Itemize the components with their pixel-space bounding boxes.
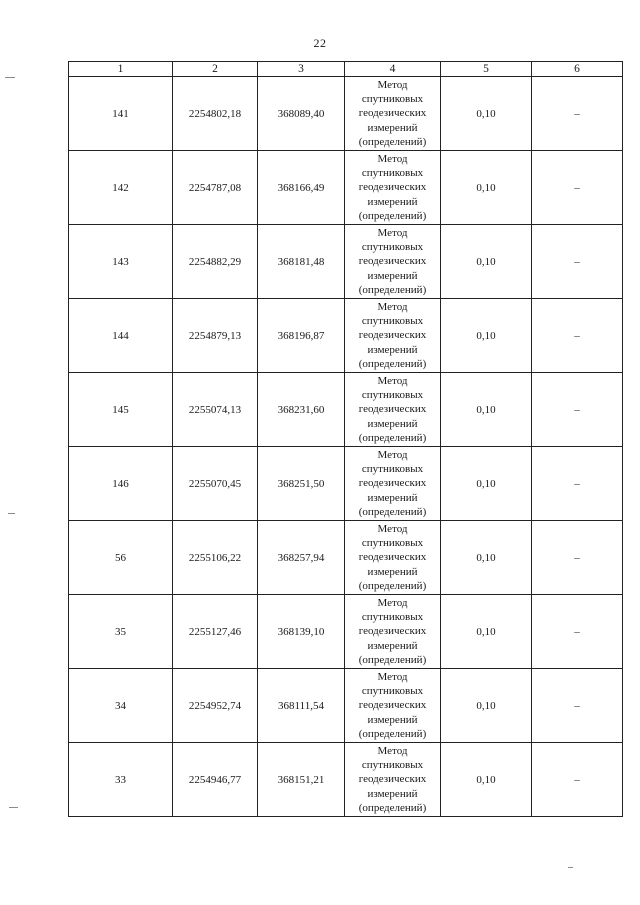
point-number-cell: 34 <box>69 669 173 743</box>
point-number-cell: 146 <box>69 447 173 521</box>
method-line: измерений <box>367 195 418 208</box>
method-line: (определений) <box>358 283 427 296</box>
method-line: измерений <box>367 269 418 282</box>
note-cell: – <box>532 151 623 225</box>
header-col-3: 3 <box>258 62 345 77</box>
point-number-cell: 144 <box>69 299 173 373</box>
x-coordinate-cell: 2254882,29 <box>173 225 258 299</box>
method-line: Метод <box>377 448 408 461</box>
header-col-6: 6 <box>532 62 623 77</box>
method-cell <box>345 595 441 669</box>
method-line: геодезических <box>358 551 427 564</box>
table-row <box>69 595 623 669</box>
method-line: геодезических <box>358 625 427 638</box>
table-row <box>69 151 623 225</box>
x-coordinate-cell: 2254946,77 <box>173 743 258 817</box>
accuracy-cell: 0,10 <box>441 447 532 521</box>
method-line: (определений) <box>358 135 427 148</box>
table-row <box>69 225 623 299</box>
accuracy-cell: 0,10 <box>441 299 532 373</box>
page-number: 22 <box>313 36 327 50</box>
note-cell: – <box>532 77 623 151</box>
method-line: геодезических <box>358 329 427 342</box>
point-number-cell: 142 <box>69 151 173 225</box>
method-cell <box>345 743 441 817</box>
note-cell: – <box>532 521 623 595</box>
method-line: Метод <box>377 522 408 535</box>
accuracy-cell: 0,10 <box>441 669 532 743</box>
accuracy-cell: 0,10 <box>441 743 532 817</box>
x-coordinate-cell: 2254879,13 <box>173 299 258 373</box>
table-row <box>69 743 623 817</box>
table-body <box>69 77 623 817</box>
x-coordinate-cell: 2255127,46 <box>173 595 258 669</box>
accuracy-cell: 0,10 <box>441 225 532 299</box>
y-coordinate-cell: 368151,21 <box>258 743 345 817</box>
method-line: Метод <box>377 300 408 313</box>
method-line: (определений) <box>358 357 427 370</box>
method-line: измерений <box>367 417 418 430</box>
table-row <box>69 669 623 743</box>
x-coordinate-cell: 2254787,08 <box>173 151 258 225</box>
method-line: Метод <box>377 78 408 91</box>
method-line: спутниковых <box>361 389 424 402</box>
table-row <box>69 77 623 151</box>
method-cell <box>345 521 441 595</box>
method-line: геодезических <box>358 255 427 268</box>
method-line: измерений <box>367 787 418 800</box>
method-line: спутниковых <box>361 537 424 550</box>
method-line: измерений <box>367 491 418 504</box>
method-line: Метод <box>377 226 408 239</box>
method-line: спутниковых <box>361 241 424 254</box>
note-cell: – <box>532 447 623 521</box>
method-line: (определений) <box>358 727 427 740</box>
method-cell <box>345 373 441 447</box>
table-row <box>69 447 623 521</box>
x-coordinate-cell: 2255070,45 <box>173 447 258 521</box>
note-cell: – <box>532 743 623 817</box>
y-coordinate-cell: 368139,10 <box>258 595 345 669</box>
y-coordinate-cell: 368257,94 <box>258 521 345 595</box>
y-coordinate-cell: 368251,50 <box>258 447 345 521</box>
accuracy-cell: 0,10 <box>441 373 532 447</box>
scan-edge-mark-bottom <box>9 807 18 808</box>
header-row <box>69 62 623 77</box>
y-coordinate-cell: 368089,40 <box>258 77 345 151</box>
method-cell <box>345 669 441 743</box>
x-coordinate-cell: 2255106,22 <box>173 521 258 595</box>
method-line: измерений <box>367 639 418 652</box>
y-coordinate-cell: 368111,54 <box>258 669 345 743</box>
header-col-5: 5 <box>441 62 532 77</box>
method-line: геодезических <box>358 477 427 490</box>
method-line: (определений) <box>358 431 427 444</box>
note-cell: – <box>532 373 623 447</box>
x-coordinate-cell: 2254952,74 <box>173 669 258 743</box>
method-cell <box>345 225 441 299</box>
method-line: спутниковых <box>361 167 424 180</box>
method-line: Метод <box>377 596 408 609</box>
method-line: (определений) <box>358 505 427 518</box>
method-line: (определений) <box>358 801 427 814</box>
method-line: измерений <box>367 565 418 578</box>
coordinates-table <box>68 61 623 817</box>
method-line: измерений <box>367 343 418 356</box>
table-row <box>69 521 623 595</box>
note-cell: – <box>532 225 623 299</box>
y-coordinate-cell: 368196,87 <box>258 299 345 373</box>
method-line: измерений <box>367 713 418 726</box>
method-line: спутниковых <box>361 759 424 772</box>
scan-edge-mark-middle <box>8 513 15 514</box>
method-line: Метод <box>377 152 408 165</box>
accuracy-cell: 0,10 <box>441 77 532 151</box>
method-line: (определений) <box>358 579 427 592</box>
method-line: спутниковых <box>361 611 424 624</box>
accuracy-cell: 0,10 <box>441 521 532 595</box>
header-col-2: 2 <box>173 62 258 77</box>
note-cell: – <box>532 299 623 373</box>
method-line: спутниковых <box>361 463 424 476</box>
accuracy-cell: 0,10 <box>441 595 532 669</box>
method-line: геодезических <box>358 107 427 120</box>
point-number-cell: 141 <box>69 77 173 151</box>
method-line: спутниковых <box>361 685 424 698</box>
x-coordinate-cell: 2254802,18 <box>173 77 258 151</box>
method-line: спутниковых <box>361 93 424 106</box>
method-cell <box>345 151 441 225</box>
table-row <box>69 299 623 373</box>
y-coordinate-cell: 368181,48 <box>258 225 345 299</box>
point-number-cell: 143 <box>69 225 173 299</box>
x-coordinate-cell: 2255074,13 <box>173 373 258 447</box>
method-line: измерений <box>367 121 418 134</box>
method-cell <box>345 447 441 521</box>
note-cell: – <box>532 669 623 743</box>
point-number-cell: 33 <box>69 743 173 817</box>
y-coordinate-cell: 368166,49 <box>258 151 345 225</box>
method-cell <box>345 299 441 373</box>
method-line: Метод <box>377 374 408 387</box>
method-line: геодезических <box>358 773 427 786</box>
header-col-4: 4 <box>345 62 441 77</box>
accuracy-cell: 0,10 <box>441 151 532 225</box>
header-col-1: 1 <box>69 62 173 77</box>
method-line: геодезических <box>358 403 427 416</box>
scan-edge-mark-right <box>568 867 573 868</box>
method-line: (определений) <box>358 653 427 666</box>
method-line: геодезических <box>358 699 427 712</box>
point-number-cell: 145 <box>69 373 173 447</box>
y-coordinate-cell: 368231,60 <box>258 373 345 447</box>
method-line: геодезических <box>358 181 427 194</box>
point-number-cell: 56 <box>69 521 173 595</box>
method-line: Метод <box>377 744 408 757</box>
method-line: (определений) <box>358 209 427 222</box>
table-row <box>69 373 623 447</box>
note-cell: – <box>532 595 623 669</box>
scan-edge-mark-top <box>5 77 15 78</box>
method-line: спутниковых <box>361 315 424 328</box>
method-line: Метод <box>377 670 408 683</box>
point-number-cell: 35 <box>69 595 173 669</box>
method-cell <box>345 77 441 151</box>
